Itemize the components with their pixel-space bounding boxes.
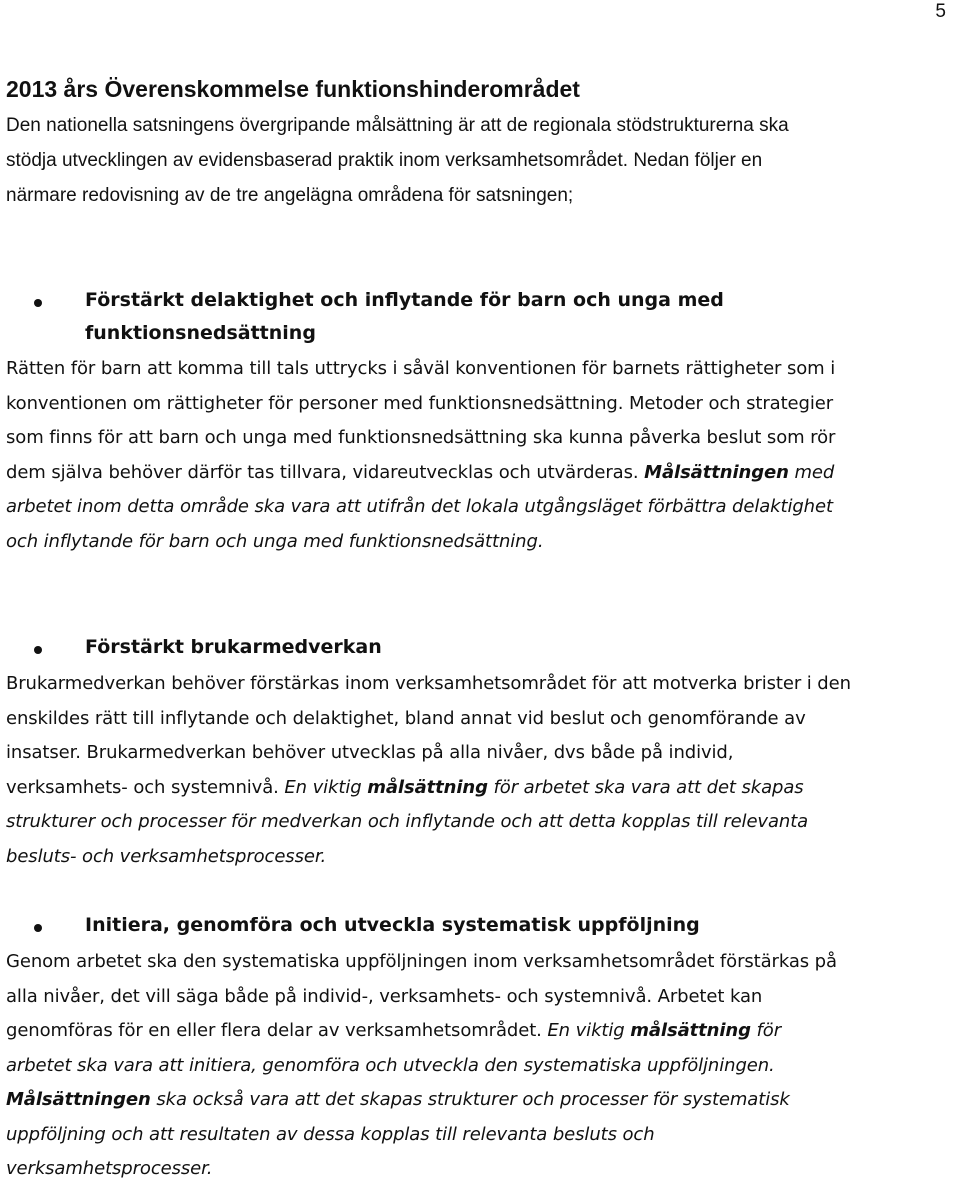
section-heading-text: Förstärkt delaktighet och inflytande för barn och unga med funktionsnedsättning: [85, 289, 724, 344]
goal-keyword: Målsättningen: [644, 461, 789, 483]
goal-prefix: En viktig: [547, 1020, 631, 1041]
goal-keyword: målsättning: [367, 776, 488, 798]
bullet-icon: [34, 646, 42, 654]
bullet-icon: [34, 299, 42, 307]
intro-paragraph: Den nationella satsningens övergripande målsättning är att de regionala stödstrukturerna ska stödja utvecklingen av evidensbaserad praktik inom verksamhetsområdet. Nedan följer en närmare redovisning av de tre angelägna områdena för satsningen;: [6, 115, 789, 206]
section-heading-user-involvement: [0, 631, 950, 664]
goal-text: för arbetet ska vara att det skapas strukturer och processer för medverkan och inflytande och att detta kopplas till relevanta besluts- och verksamhetsprocesser.: [6, 776, 809, 867]
body-text: Genom arbetet ska den systematiska uppföljningen inom verksamhetsområdet förstärkas på alla nivåer, det vill säga både på individ-, verksamhets- och systemnivå. Arbetet kan genomföras för en eller flera delar av verksamhetsområdet.: [6, 951, 837, 1041]
goal-text-second: ska också vara att det skapas strukturer och processer för systematisk uppföljning och att resultaten av dessa kopplas till relevanta besluts och verksamhetsprocesser.: [6, 1089, 790, 1179]
goal-keyword-second: Målsättningen: [6, 1089, 151, 1110]
body-text: Rätten för barn att komma till tals uttrycks i såväl konventionen för barnets rättigheter som i konventionen om rättigheter för personer med funktionsnedsättning. Metoder och strategier som finns för att barn och unga med funktionsnedsättning ska kunna påverka beslut som rör dem själva behöver därför tas tillvara, vidareutvecklas och utvärderas.: [6, 358, 836, 483]
goal-text: för arbetet ska vara att initiera, genomföra och utveckla den systematiska uppföljningen.: [6, 1020, 782, 1076]
section-heading-participation: [0, 284, 950, 350]
bullet-icon: [34, 924, 42, 932]
section-heading-text: Förstärkt brukarmedverkan: [85, 636, 382, 658]
section-body-follow-up: [6, 945, 851, 1187]
goal-text: med arbetet inom detta område ska vara att utifrån det lokala utgångsläget förbättra delaktighet och inflytande för barn och unga med funktionsnedsättning.: [6, 461, 835, 552]
page-number: 5: [935, 1, 946, 22]
goal-prefix: En viktig: [284, 776, 368, 798]
goal-keyword: målsättning: [630, 1020, 751, 1041]
section-body-user-involvement: [6, 667, 851, 874]
section-heading-follow-up: [0, 909, 950, 942]
body-text: Brukarmedverkan behöver förstärkas inom verksamhetsområdet för att motverka brister i den enskildes rätt till inflytande och delaktighet, bland annat vid beslut och genomförande av insatser. Brukarmedverkan behöver utvecklas på alla nivåer, dvs både på individ, verksamhets- och systemnivå.: [6, 673, 851, 798]
section-heading-text: Initiera, genomföra och utveckla systematisk uppföljning: [85, 914, 700, 936]
document-title: 2013 års Överenskommelse funktionshinderområdet: [6, 76, 580, 102]
section-body-participation: [6, 352, 851, 559]
